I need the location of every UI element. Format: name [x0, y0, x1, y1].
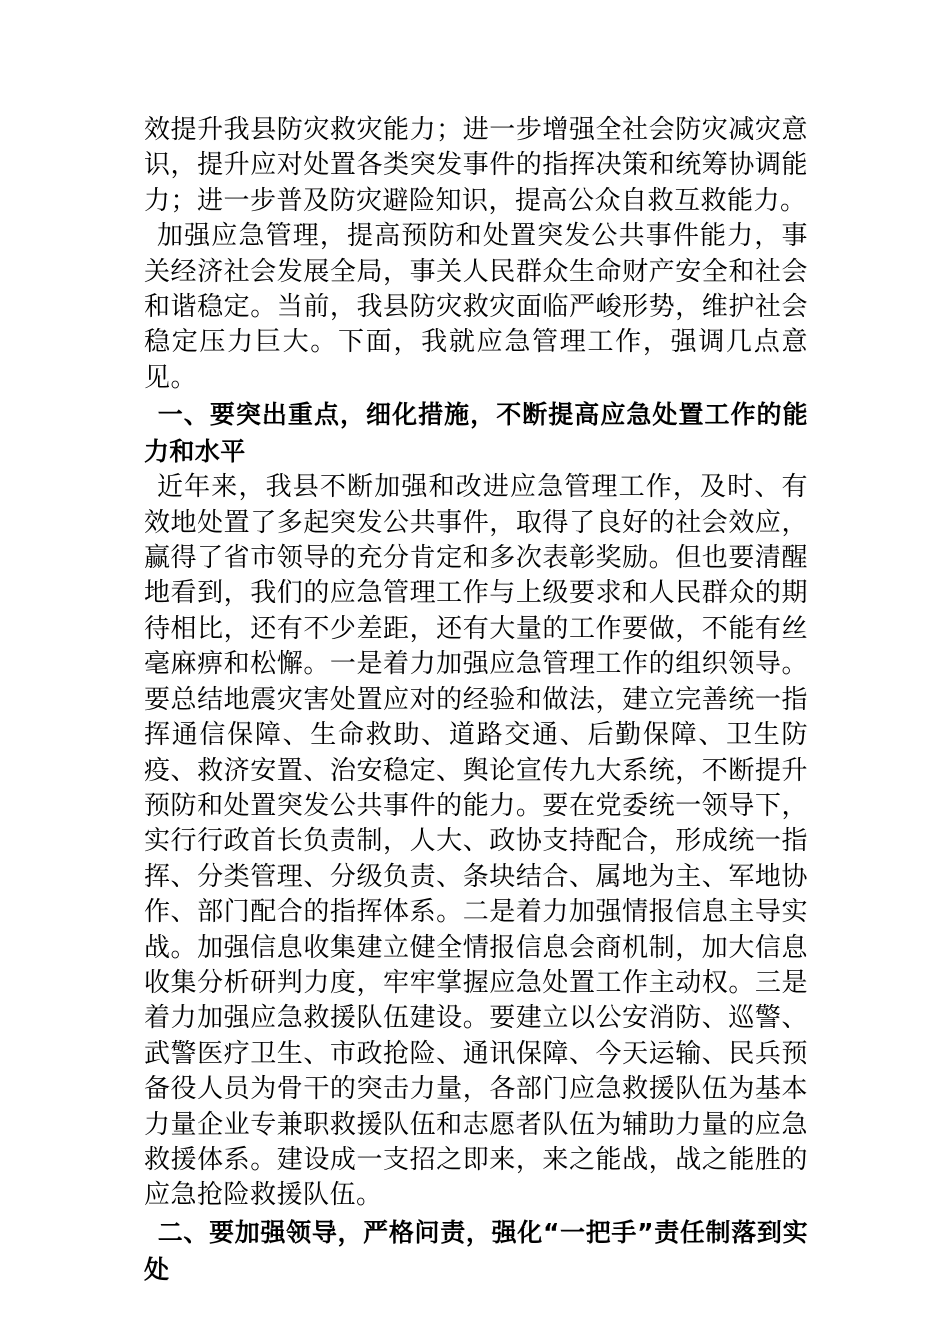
body-paragraph: 加强应急管理，提高预防和处置突发公共事件能力，事关经济社会发展全局，事关人民群众生命财产安全和社会和谐稳定。当前，我县防灾救灾面临严峻形势，维护社会稳定压力巨大。下面，我就应急管理工作，强调几点意见。	[144, 221, 808, 393]
document-body	[144, 113, 808, 1288]
section-heading: 二、要加强领导，严格问责，强化“一把手”责任制落到实处	[144, 1217, 808, 1284]
body-paragraph: 近年来，我县不断加强和改进应急管理工作，及时、有效地处置了多起突发公共事件，取得了良好的社会效应，赢得了省市领导的充分肯定和多次表彰奖励。但也要清醒地看到，我们的应急管理工作与上级要求和人民群众的期待相比，还有不少差距，还有大量的工作要做，不能有丝毫麻痹和松懈。一是着力加强应急管理工作的组织领导。要总结地震灾害处置应对的经验和做法，建立完善统一指挥通信保障、生命救助、道路交通、后勤保障、卫生防疫、救济安置、治安稳定、舆论宣传九大系统，不断提升预防和处置突发公共事件的能力。要在党委统一领导下，实行行政首长负责制，人大、政协支持配合，形成统一指挥、分类管理、分级负责、条块结合、属地为主、军地协作、部门配合的指挥体系。二是着力加强情报信息主导实战。加强信息收集建立健全情报信息会商机制，加大信息收集分析研判力度，牢牢掌握应急处置工作主动权。三是着力加强应急救援队伍建设。要建立以公安消防、巡警、武警医疗卫生、市政抢险、通讯保障、今天运输、民兵预备役人员为骨干的突击力量，各部门应急救援队伍为基本力量企业专兼职救援队伍和志愿者队伍为辅助力量的应急救援体系。建设成一支招之即来，来之能战，战之能胜的应急抢险救援队伍。	[144, 472, 808, 1211]
section-heading: 一、要突出重点，细化措施，不断提高应急处置工作的能力和水平	[144, 400, 808, 467]
body-paragraph: 效提升我县防灾救灾能力；进一步增强全社会防灾减灾意识，提升应对处置各类突发事件的指挥决策和统筹协调能力；进一步普及防灾避险知识，提高公众自救互救能力。	[144, 115, 808, 216]
